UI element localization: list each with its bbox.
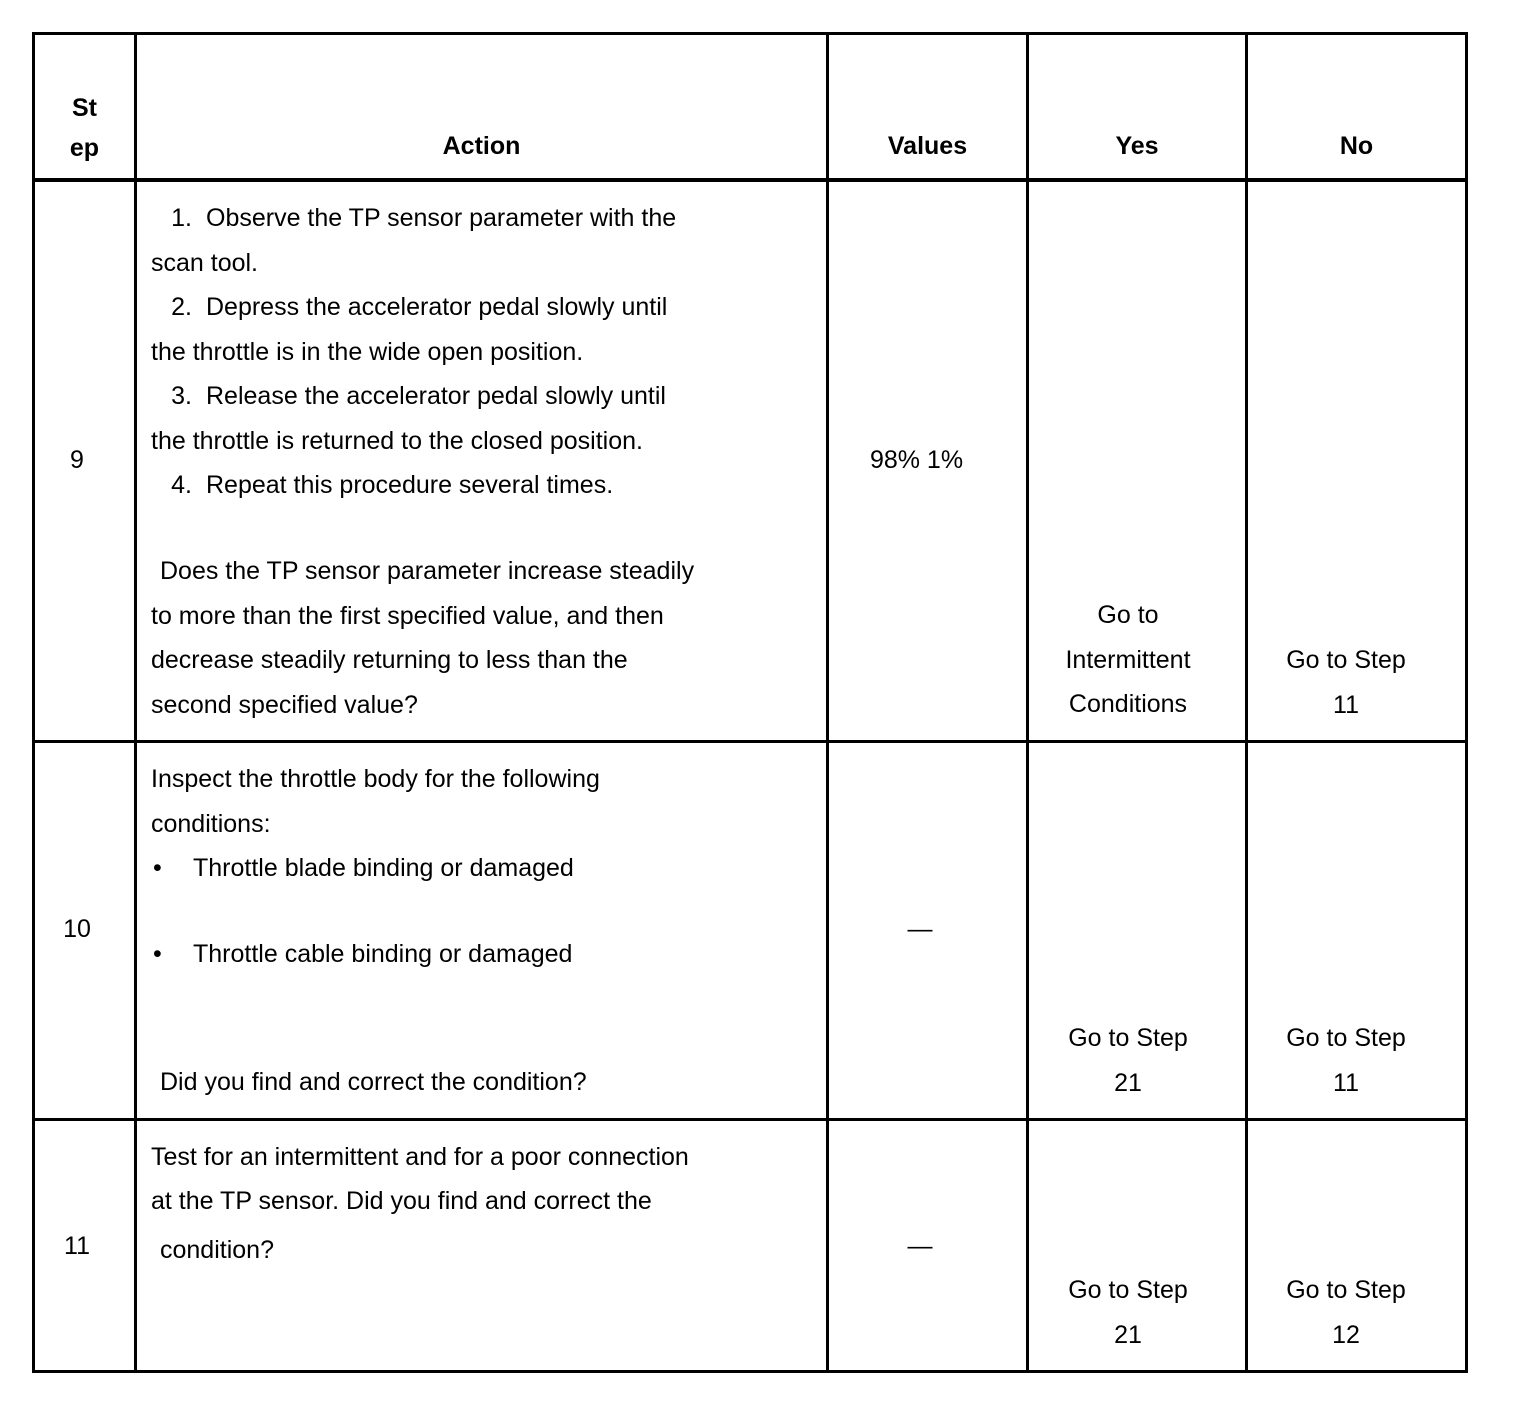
step-1-text: Observe the TP sensor parameter with the xyxy=(206,204,677,232)
action-step-3 xyxy=(142,374,666,419)
action-step-1 xyxy=(142,196,676,241)
row-10-question: Did you find and correct the condition? xyxy=(160,1068,587,1096)
action-line-1: Test for an intermittent and for a poor connection xyxy=(151,1143,689,1171)
yes-line-2: 21 xyxy=(1114,1068,1142,1097)
header-step-line1: St xyxy=(72,94,97,122)
intro-line-1: Inspect the throttle body for the following xyxy=(151,765,600,793)
action-step-4 xyxy=(142,463,613,508)
row-10-action xyxy=(137,743,826,1118)
bullet-icon: • xyxy=(153,940,162,968)
header-no: No xyxy=(1339,132,1374,160)
action-step-2-cont: the throttle is in the wide open position. xyxy=(151,338,584,366)
question-line-3: decrease steadily returning to less than the xyxy=(151,646,628,674)
table-border-bottom xyxy=(32,1370,1468,1373)
row-9-yes xyxy=(1029,593,1227,727)
question-line-2: to more than the first specified value, and then xyxy=(151,602,664,630)
header-step xyxy=(35,88,134,168)
yes-line-2: 21 xyxy=(1114,1320,1142,1349)
yes-line-1: Go to xyxy=(1097,601,1159,629)
no-line-1: Go to Step xyxy=(1286,1024,1406,1052)
table-border-right xyxy=(1465,32,1468,1373)
action-line-3: condition? xyxy=(160,1236,274,1264)
row-10-yes xyxy=(1029,1016,1227,1105)
row-11-no xyxy=(1248,1268,1444,1357)
yes-line-2: Intermittent xyxy=(1065,645,1191,674)
action-step-2 xyxy=(142,285,667,330)
bullet-item-1 xyxy=(151,846,574,891)
yes-line-1: Go to Step xyxy=(1068,1276,1188,1304)
bullet-text-2: Throttle cable binding or damaged xyxy=(193,940,573,968)
step-2-text: Depress the accelerator pedal slowly until xyxy=(206,293,668,321)
action-step-1-cont: scan tool. xyxy=(151,249,259,277)
no-line-1: Go to Step xyxy=(1286,646,1406,674)
action-step-3-cont: the throttle is returned to the closed position. xyxy=(151,427,643,455)
row-11-yes xyxy=(1029,1268,1227,1357)
yes-line-3: Conditions xyxy=(1068,690,1188,718)
intro-line-2: conditions: xyxy=(151,810,271,838)
no-line-2: 11 xyxy=(1333,1068,1359,1097)
row-11-values: — xyxy=(907,1232,933,1260)
row-9-step: 9 xyxy=(70,446,84,474)
row-11-step: 11 xyxy=(64,1232,90,1260)
step-2-number: 2. xyxy=(171,293,192,321)
row-10-step: 10 xyxy=(63,915,91,943)
row-9-action xyxy=(137,32,826,740)
question-line-4: second specified value? xyxy=(151,691,418,719)
diagnostic-table xyxy=(32,32,1468,1373)
step-3-number: 3. xyxy=(171,382,192,410)
header-step-line2: ep xyxy=(69,134,100,162)
yes-line-1: Go to Step xyxy=(1068,1024,1188,1052)
row-10-values: — xyxy=(907,915,933,943)
no-line-1: Go to Step xyxy=(1286,1276,1406,1304)
step-1-number: 1. xyxy=(171,204,192,232)
header-yes: Yes xyxy=(1115,132,1159,160)
table-border-left xyxy=(32,32,35,1373)
col-divider-action-values xyxy=(826,32,829,1373)
row-10-no xyxy=(1248,1016,1444,1105)
bullet-item-2 xyxy=(151,932,572,977)
question-line-1: Does the TP sensor parameter increase steadily xyxy=(160,557,695,585)
step-3-text: Release the accelerator pedal slowly until xyxy=(206,382,666,410)
no-line-2: 11 xyxy=(1333,690,1359,719)
bullet-text-1: Throttle blade binding or damaged xyxy=(193,854,574,882)
row-9-values: 98% 1% xyxy=(869,446,964,474)
bullet-icon: • xyxy=(153,854,162,882)
row-11-action xyxy=(137,1121,826,1370)
header-action: Action xyxy=(442,132,521,160)
header-values: Values xyxy=(887,132,968,160)
step-4-number: 4. xyxy=(171,471,192,499)
row-9-no xyxy=(1248,638,1444,727)
step-4-text: Repeat this procedure several times. xyxy=(206,471,614,499)
action-line-2: at the TP sensor. Did you find and correct the xyxy=(151,1187,652,1215)
no-line-2: 12 xyxy=(1332,1320,1360,1349)
